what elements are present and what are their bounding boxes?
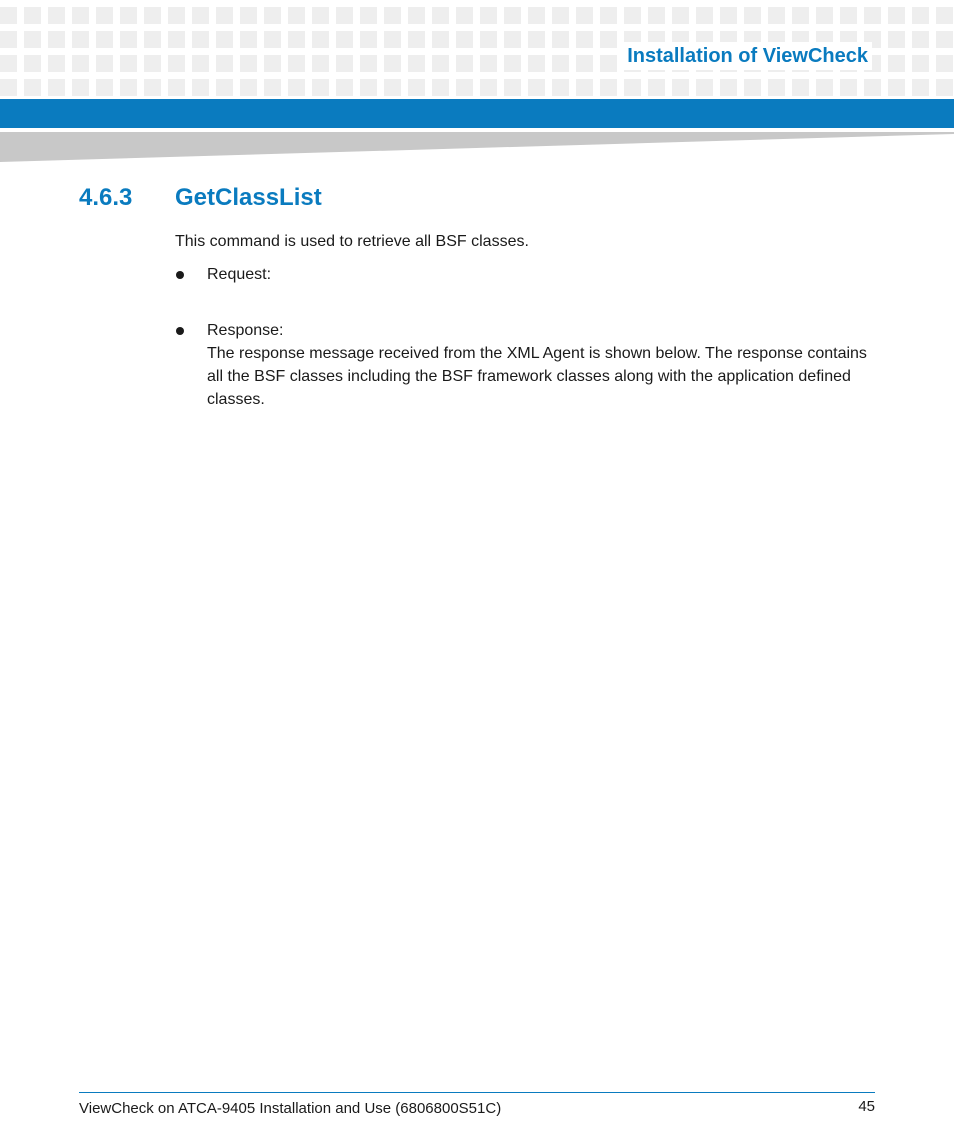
header-blue-band [0, 99, 954, 128]
bullet-label: Response: [207, 322, 284, 339]
bullet-label: Request: [207, 266, 272, 283]
section-title: GetClassList [175, 184, 322, 211]
bullet-item-response [175, 319, 875, 411]
bullet-description: The response message received from the XML Agent is shown below. The response contains all the BSF classes including the BSF framework classes along with the application defined classes. [207, 345, 867, 408]
bullet-dot-icon [176, 327, 184, 335]
chapter-title: Installation of ViewCheck [623, 42, 872, 70]
footer-document-title: ViewCheck on ATCA-9405 Installation and Use (6806800S51C) [79, 1100, 502, 1117]
header-gray-wedge [0, 132, 954, 162]
section-number: 4.6.3 [79, 184, 133, 211]
bullet-item-request [175, 263, 875, 286]
footer-rule [79, 1092, 875, 1093]
page-number: 45 [858, 1098, 875, 1115]
intro-paragraph: This command is used to retrieve all BSF classes. [175, 233, 529, 250]
bullet-dot-icon [176, 271, 184, 279]
section-heading [79, 182, 322, 214]
